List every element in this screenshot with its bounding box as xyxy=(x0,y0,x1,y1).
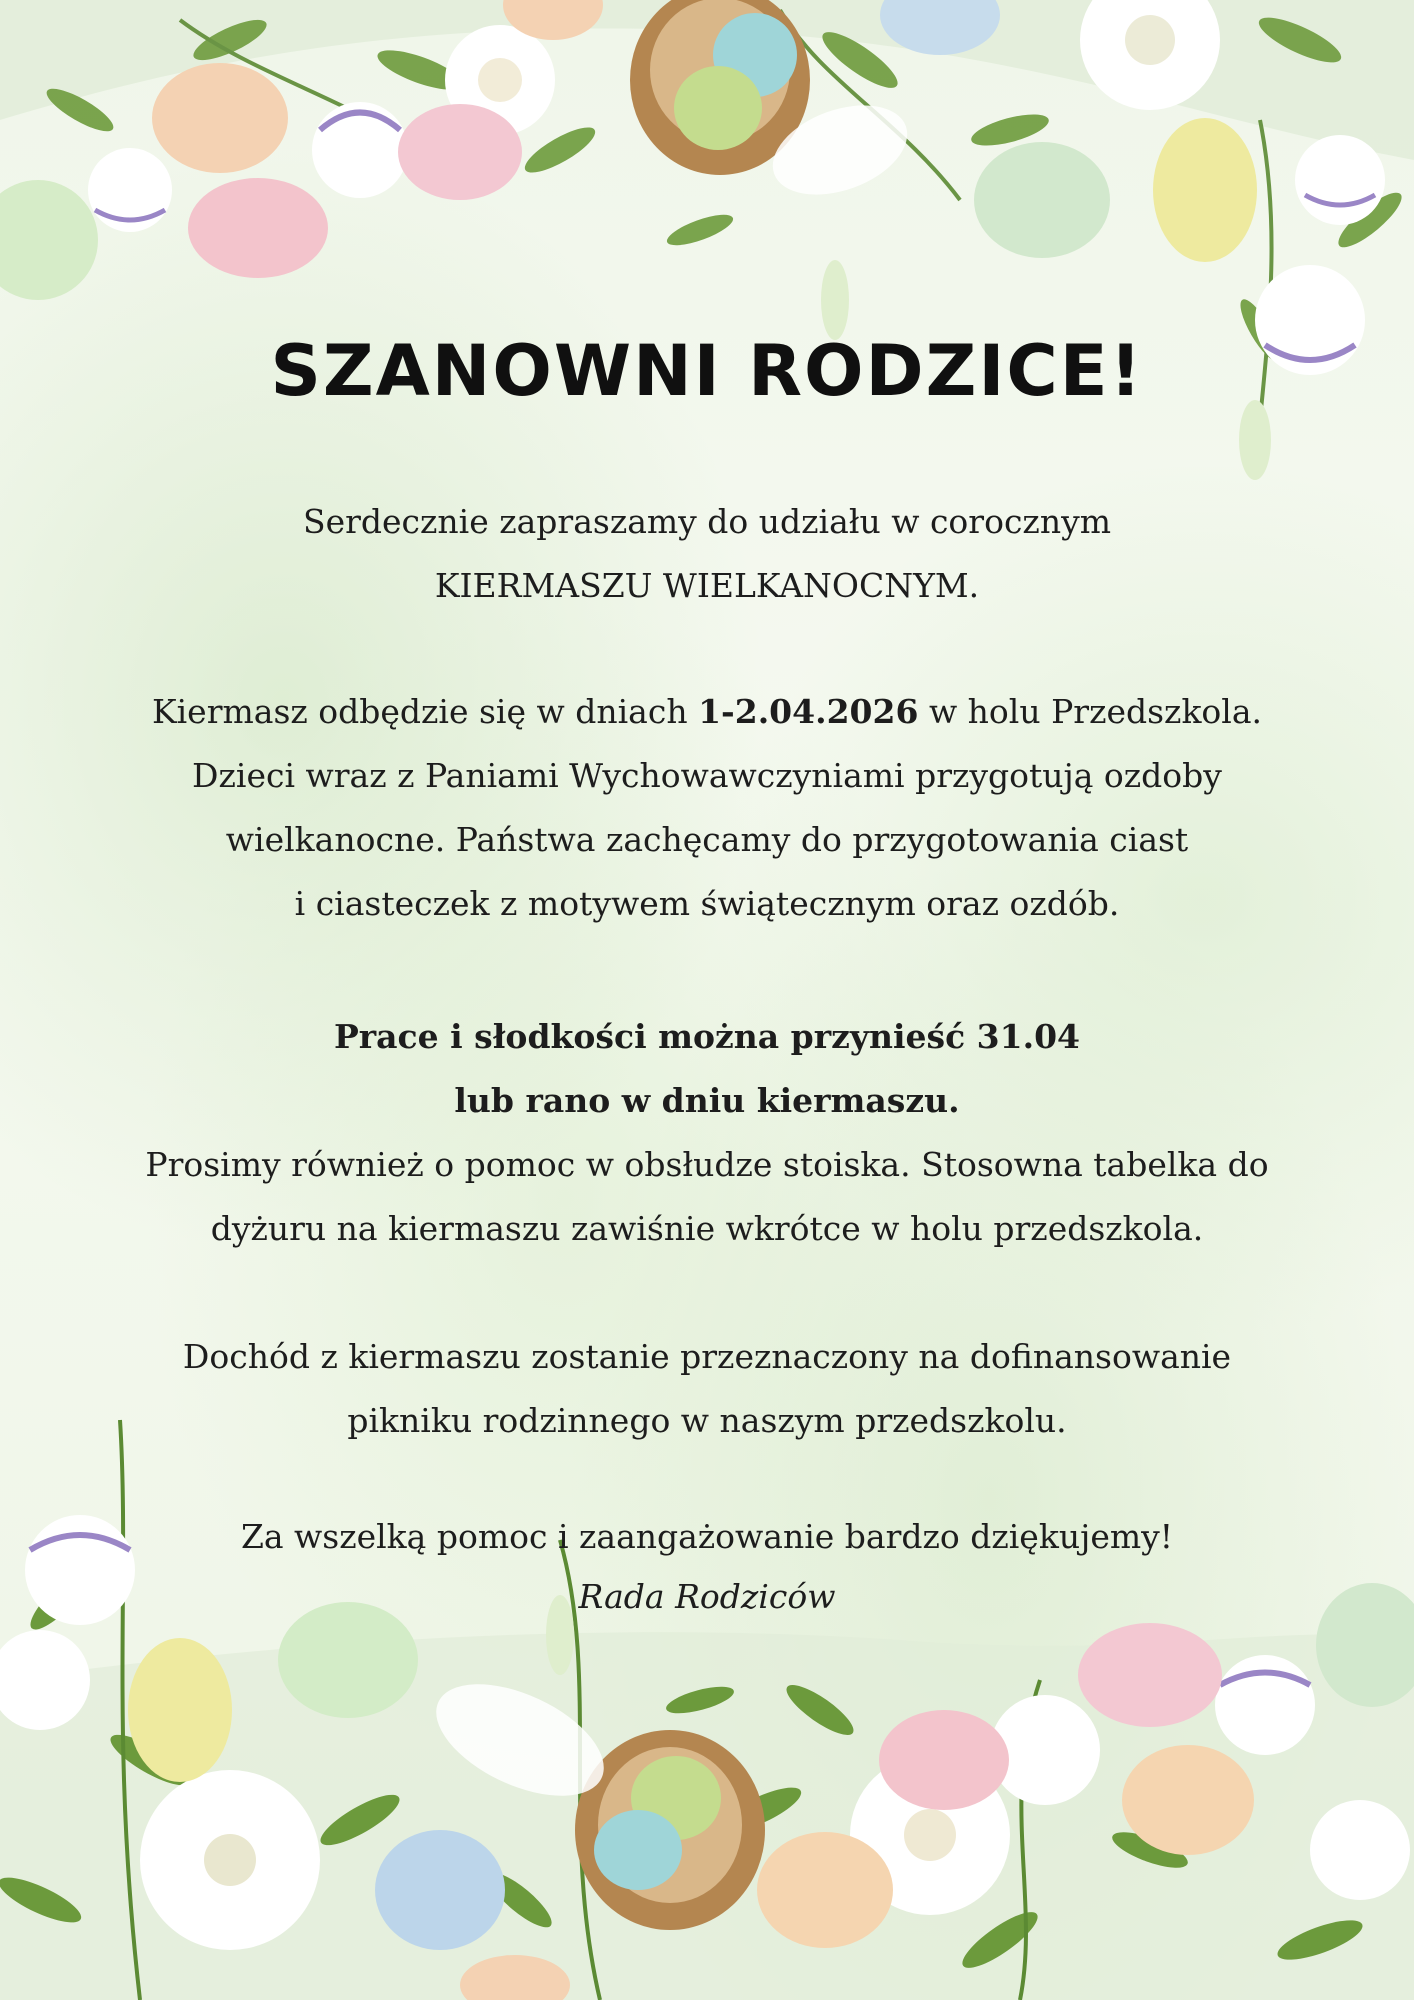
intro-line: Serdecznie zapraszamy do udziału w corocznym xyxy=(302,502,1112,541)
delivery-line: dyżuru na kiermaszu zawiśnie wkrótce w holu przedszkola. xyxy=(210,1209,1204,1248)
fair-date: 1-2.04.2026 xyxy=(698,692,919,731)
delivery-bold-line: lub rano w dniu kiermaszu. xyxy=(454,1081,960,1120)
delivery-line: Prosimy również o pomoc w obsłudze stoiska. Stosowna tabelka do xyxy=(145,1145,1269,1184)
signature: Rada Rodziców xyxy=(578,1577,836,1616)
delivery-paragraph xyxy=(60,1005,1354,1261)
details-line: wielkanocne. Państwa zachęcamy do przygotowania ciast xyxy=(225,820,1189,859)
details-line xyxy=(60,680,1354,744)
details-text: Kiermasz odbędzie się w dniach xyxy=(151,692,699,731)
thanks-line: Za wszelką pomoc i zaangażowanie bardzo dziękujemy! xyxy=(240,1517,1174,1556)
page-title: SZANOWNI RODZICE! xyxy=(270,330,1144,412)
intro-line: KIERMASZU WIELKANOCNYM. xyxy=(434,566,980,605)
income-paragraph xyxy=(60,1325,1354,1453)
top-floral-decoration xyxy=(0,0,1414,500)
income-line: pikniku rodzinnego w naszym przedszkolu. xyxy=(347,1401,1067,1440)
closing-paragraph xyxy=(60,1505,1354,1625)
income-line: Dochód z kiermaszu zostanie przeznaczony na dofinansowanie xyxy=(182,1337,1232,1376)
details-line: Dzieci wraz z Paniami Wychowawczyniami przygotują ozdoby xyxy=(192,756,1222,795)
intro-paragraph xyxy=(60,490,1354,618)
details-paragraph xyxy=(60,680,1354,936)
details-text: w holu Przedszkola. xyxy=(918,692,1263,731)
details-line: i ciasteczek z motywem świątecznym oraz ozdób. xyxy=(294,884,1120,923)
delivery-bold-line: Prace i słodkości można przynieść 31.04 xyxy=(333,1017,1081,1056)
bottom-floral-decoration xyxy=(0,1380,1414,2000)
